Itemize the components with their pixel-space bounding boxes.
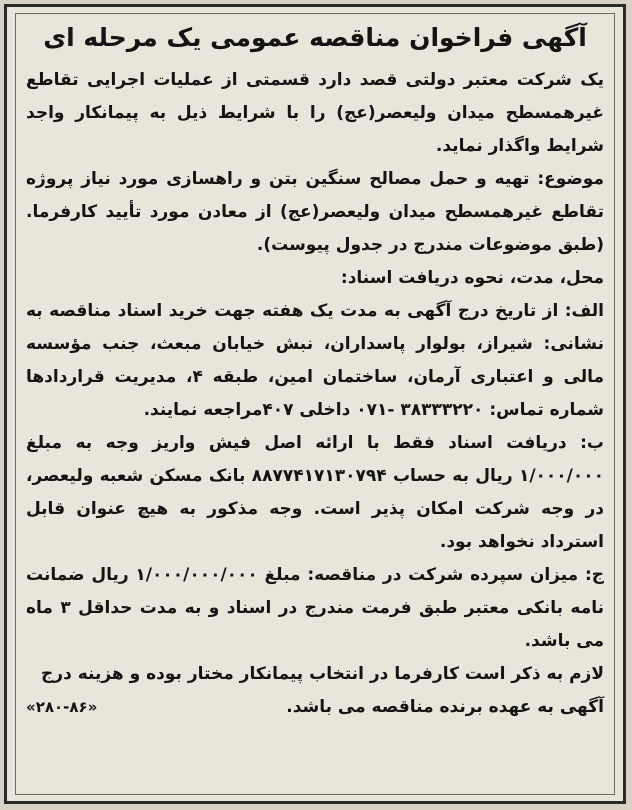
- closing-text: لازم به ذکر است کارفرما در انتخاب پیمانکار مختار بوده و هزینه درج آگهی به عهده برنده مناقصه می باشد.: [41, 664, 604, 717]
- clause-be: ب: دریافت اسناد فقط با ارائه اصل فیش واریز وجه به مبلغ ۱/۰۰۰/۰۰۰ ریال به حساب ۸۸۷۷۴۱۷۱۳۰۷۹۴ بانک مسکن شعبه ولیعصر، در وجه شرکت امکان پذیر است. وجه مذکور به هیچ عنوان قابل استرداد نخواهد بود.: [26, 433, 604, 552]
- newspaper-notice: [4, 4, 626, 804]
- intro-paragraph: یک شرکت معتبر دولتی قصد دارد قسمتی از عملیات اجرایی تقاطع غیرهمسطح میدان ولیعصر(عج) را با شرایط ذیل به پیمانکار واجد شرایط واگذار نماید.: [26, 70, 604, 156]
- clause-jim: ج: میزان سپرده شرکت در مناقصه: مبلغ ۱/۰۰۰/۰۰۰/۰۰۰ ریال ضمانت نامه بانکی معتبر طبق فرمت مندرج در اسناد و به مدت حداقل ۳ ماه می باشد.: [26, 565, 605, 651]
- notice-frame: [15, 13, 615, 795]
- closing-paragraph: [26, 658, 604, 724]
- notice-title: آگهی فراخوان مناقصه عمومی یک مرحله ای: [43, 23, 587, 52]
- notice-code: «۲۸۰-۸۶»: [26, 698, 98, 716]
- documents-heading: محل، مدت، نحوه دریافت اسناد:: [340, 268, 604, 288]
- subject-paragraph: موضوع: تهیه و حمل مصالح سنگین بتن و راهسازی مورد نیاز پروژه تقاطع غیرهمسطح میدان ولیعصر(عج) از معادن مورد تأیید کارفرما. (طبق موضوعات مندرج در جدول پیوست).: [26, 169, 604, 255]
- clause-alef: الف: از تاریخ درج آگهی به مدت یک هفته جهت خرید اسناد مناقصه به نشانی: شیراز، بولوار پاسداران، نبش خیابان مبعث، جنب مؤسسه مالی و اعتباری آرمان، ساختمان امین، طبقه ۴، مدیریت قراردادها شماره تماس: ۳۸۳۳۳۲۲۰ -۰۷۱ داخلی ۴۰۷مراجعه نمایند.: [26, 301, 604, 420]
